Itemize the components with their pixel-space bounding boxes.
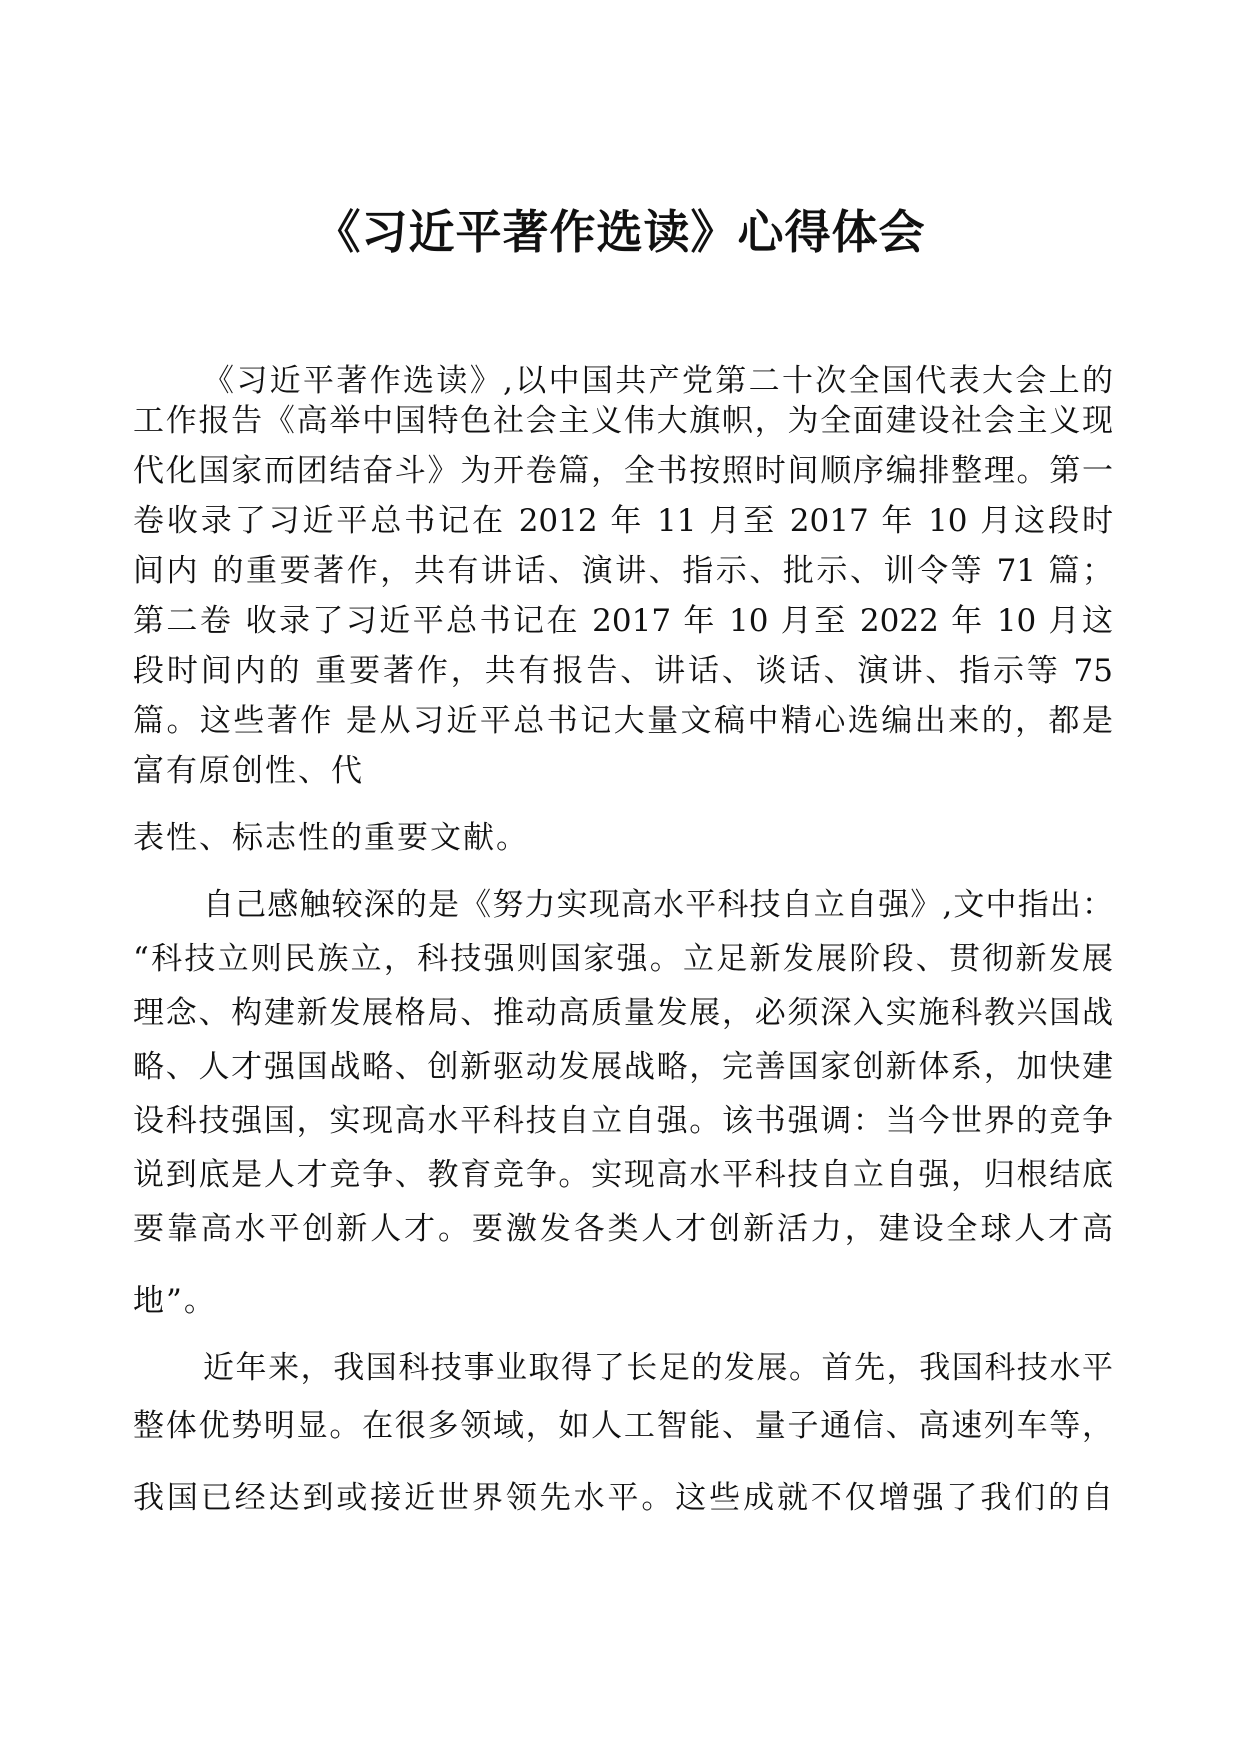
paragraph-line: 理念、构建新发展格局、推动高质量发展，必须深入实施科教兴国战 bbox=[133, 995, 1113, 1031]
paragraph-line: 《习近平著作选读》,以中国共产党第二十次全国代表大会上的 bbox=[203, 363, 1113, 399]
paragraph-line: 代化国家而团结奋斗》为开卷篇，全书按照时间顺序编排整理。第一 bbox=[133, 453, 1113, 489]
paragraph-line: 近年来，我国科技事业取得了长足的发展。首先，我国科技水平 bbox=[203, 1350, 1113, 1386]
paragraph-line: 我国已经达到或接近世界领先水平。这些成就不仅增强了我们的自 bbox=[133, 1480, 1113, 1516]
paragraph-line: 富有原创性、代 bbox=[133, 753, 364, 789]
paragraph-line: 卷收录了习近平总书记在 2012 年 11 月至 2017 年 10 月这段时 bbox=[133, 503, 1113, 539]
paragraph-line: 略、人才强国战略、创新驱动发展战略，完善国家创新体系，加快建 bbox=[133, 1049, 1113, 1085]
paragraph-line: 地”。 bbox=[133, 1283, 217, 1319]
paragraph-line: 说到底是人才竞争、教育竞争。实现高水平科技自立自强，归根结底 bbox=[133, 1157, 1113, 1193]
paragraph-line: 整体优势明显。在很多领域，如人工智能、量子通信、高速列车等， bbox=[133, 1408, 1113, 1444]
paragraph-line: “科技立则民族立，科技强则国家强。立足新发展阶段、贯彻新发展 bbox=[133, 941, 1113, 977]
document-title: 《习近平著作选读》心得体会 bbox=[314, 205, 926, 259]
paragraph-line: 表性、标志性的重要文献。 bbox=[133, 820, 529, 856]
paragraph-line: 自己感触较深的是《努力实现高水平科技自立自强》,文中指出： bbox=[203, 887, 1113, 923]
paragraph-line: 间内 的重要著作，共有讲话、演讲、指示、批示、训令等 71 篇； bbox=[133, 553, 1113, 589]
paragraph-line: 段时间内的 重要著作，共有报告、讲话、谈话、演讲、指示等 75 bbox=[133, 653, 1113, 689]
paragraph-line: 第二卷 收录了习近平总书记在 2017 年 10 月至 2022 年 10 月这 bbox=[133, 603, 1113, 639]
paragraph-line: 设科技强国，实现高水平科技自立自强。该书强调：当今世界的竞争 bbox=[133, 1103, 1113, 1139]
paragraph-line: 工作报告《高举中国特色社会主义伟大旗帜，为全面建设社会主义现 bbox=[133, 403, 1113, 439]
paragraph-line: 要靠高水平创新人才。要激发各类人才创新活力，建设全球人才高 bbox=[133, 1211, 1113, 1247]
paragraph-line: 篇。这些著作 是从习近平总书记大量文稿中精心选编出来的，都是 bbox=[133, 703, 1113, 739]
